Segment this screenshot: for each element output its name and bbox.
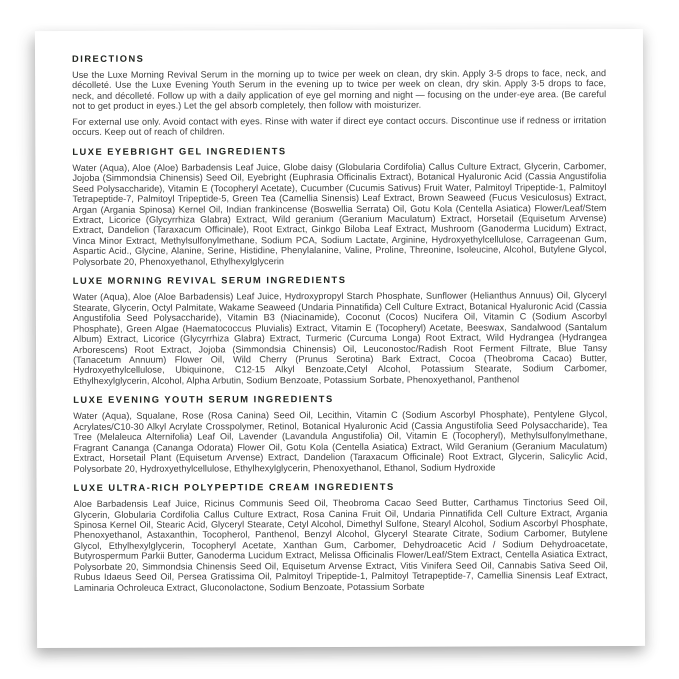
product-info-card [35, 29, 645, 648]
section-ultra-rich-polypeptide-cream-ingredients [74, 481, 608, 593]
directions-warning-text: For external use only. Avoid contact with eyes. Rinse with water if direct eye contact occurs. Discontinue use if redness or irritation occurs. Keep out of reach of children. [72, 114, 607, 138]
section-directions [72, 52, 606, 138]
section-evening-youth-serum-ingredients [73, 393, 607, 474]
section-eyebright-gel-ingredients [72, 145, 606, 267]
section-morning-revival-serum-ingredients [73, 274, 607, 386]
evening-youth-serum-ingredients-text: Water (Aqua), Squalane, Rose (Rosa Canina) Seed Oil, Lecithin, Vitamin C (Sodium Ascorbyl Phosphate), Pentylene Glycol, Acrylates/C10-30 Alkyl Acrylate Crosspolymer, Retinol, Botanical Hyaluronic Acid (Cassia Angustifolia Seed Polysaccharide), Tea Tree (Melaleuca Alternifolia) Leaf Oil, Lavender (Lavandula Angustifolia) Oil, Vitamin E (Tocopheryl), Methylsulfonylmethane, Fragrant Cananga (Cananga Odorata) Flower Oil, Gotu Kola (Centella Asiatica) Extract, Wild Geranium (Geranium Maculatum) Extract, Horsetail Plant (Equisetum Arvense) Extract, Dandelion (Taraxacum Officinale) Root Extract, Glycerin, Salicylic Acid, Polysorbate 20, Hydroxyethylcellulose, Ethylhexylglycerin, Phenoxyethanol, Ethanol, Sodium Hydroxide [73, 409, 608, 474]
ultra-rich-polypeptide-cream-ingredients-heading: LUXE ULTRA-RICH POLYPEPTIDE CREAM INGREDIENTS [73, 481, 395, 493]
morning-revival-serum-ingredients-heading: LUXE MORNING REVIVAL SERUM INGREDIENTS [72, 275, 347, 287]
directions-usage-text: Use the Luxe Morning Revival Serum in the morning up to twice per week on clean, dry skin. Apply 3-5 drops to face, neck, and décolleté. Use the Luxe Evening Youth Serum in the evening up to twice per week on clean, dry skin. Apply 3-5 drops to face, neck, and décolleté. Follow up with a daily application of eye gel morning and night — focusing on the under-eye area. (Be careful not to get product in eyes.) Let the gel absorb completely, then follow with moisturizer. [72, 68, 607, 112]
directions-heading: DIRECTIONS [72, 53, 145, 64]
morning-revival-serum-ingredients-text: Water (Aqua), Aloe (Aloe Barbadensis) Leaf Juice, Hydroxypropyl Starch Phosphate, Sunflower (Helianthus Annuus) Oil, Glyceryl Stearate, Glycerin, Octyl Palmitate, Wakame Seaweed (Undaria Pinnatifida) Cell Culture Extract, Botanical Hyaluronic Acid (Cassia Angustifolia Seed Polysaccharide), Vitamin B3 (Niacinamide), Coconut (Cocos) Nucifera Oil, Vitamin C (Sodium Ascorbyl Phosphate), Green Algae (Haematococcus Pluvialis) Extract, Vitamin E (Tocopheryl) Acetate, Beeswax, Sandalwood (Santalum Album) Extract, Licorice (Glycyrrhiza Glabra) Extract, Turmeric (Curcuma Longa) Root Extract, Wild Hydrangea (Hydrangea Arborescens) Root Extract, Jojoba (Simmondsia Chinensis) Oil, Leuconostoc/Radish Root Ferment Filtrate, Blue Tansy (Tanacetum Annuum) Flower Oil, Wild Cherry (Prunus Serotina) Bark Extract, Cocoa (Theobroma Cacao) Butter, Hydroxyethylcellulose, Ubiquinone, C12-15 Alkyl Benzoate,Cetyl Alcohol, Potassium Stearate, Sodium Carbomer, Ethylhexylglycerin, Alcohol, Alpha Arbutin, Sodium Benzoate, Potassium Sorbate, Phenoxyethanol, Panthenol [72, 290, 608, 386]
eyebright-gel-ingredients-text: Water (Aqua), Aloe (Aloe) Barbadensis Leaf Juice, Globe daisy (Globularia Cordifolia) Callus Culture Extract, Glycerin, Carbomer, Jojoba (Simmondsia Chinensis) Seed Oil, Eyebright (Euphrasia Officinalis Extract), Botanical Hyaluronic Acid (Cassia Angustifolia Seed Polysaccharide), Vitamin E (Tocopheryl Acetate), Cucumber (Cucumis Sativus) Fruit Water, Palmitoyl Tripeptide-1, Palmitoyl Tetrapeptide-7, Palmitoyl Tripeptide-5, Green Tea (Camellia Sinensis) Leaf Extract, Brown Seaweed (Fucus Vesiculosus) Extract, Argan (Argania Spinosa) Kernel Oil, Indian frankincense (Boswellia Serrata) Oil, Gotu Kola (Centella Asiatica) Flower/Leaf/Stem Extract, Licorice (Glycyrrhiza Glabra) Extract, Wild geranium (Geranium Maculatum) Extract, Horsetail (Equisetum Arvense) Extract, Dandelion (Taraxacum Officinale), Root Extract, Ginkgo Biloba Leaf Extract, Mushroom (Ganoderma Lucidum) Extract, Vinca Minor Extract, Methylsulfonylmethane, Sodium PCA, Sodium Lactate, Arginine, Hydroxyethylcellulose, Carrageenan Gum, Aspartic Acid., Glycine, Alanine, Serine, Histidine, Phenylalanine, Valine, Proline, Threonine, Isoleucine, Alcohol, Butylene Glycol, Polysorbate 20, Phenoxyethanol, Ethylhexylglycerin [72, 160, 607, 267]
evening-youth-serum-ingredients-heading: LUXE EVENING YOUTH SERUM INGREDIENTS [73, 394, 334, 406]
eyebright-gel-ingredients-heading: LUXE EYEBRIGHT GEL INGREDIENTS [72, 145, 287, 157]
ultra-rich-polypeptide-cream-ingredients-text: Aloe Barbadensis Leaf Juice, Ricinus Communis Seed Oil, Theobroma Cacao Seed Butter, Carthamus Tinctorius Seed Oil, Glycerin, Globularia Cordifolia Callus Culture Extract, Rosa Canina Fruit Oil, Undaria Pinnatifida Cell Culture Extract, Argania Spinosa Kernel Oil, Stearic Acid, Glyceryl Stearate, Cetyl Alcohol, Dimethyl Sulfone, Stearyl Alcohol, Sodium Ascorbyl Phosphate, Phenoxyethanol, Astaxanthin, Tocopherol, Panthenol, Benzyl Alcohol, Glyceryl Stearate Citrate, Sodium Carbomer, Butylene Glycol, Ethylhexylglycerin, Tocopheryl Acetate, Xanthan Gum, Carbomer, Dehydroacetic Acid / Sodium Dehydroacetate, Butyrospermum Parkii Butter, Ganoderma Lucidum Extract, Melissa Officinalis Flower/Leaf/Stem Extract, Centella Asiatica Extract, Polysorbate 20, Simmondsia Chinensis Seed Oil, Equisetum Arvense Extract, Vitis Vinifera Seed Oil, Cannabis Sativa Seed Oil, Rubus Idaeus Seed Oil, Persea Gratissima Oil, Palmitoyl Tripeptide-1, Palmitoyl Tetrapeptide-7, Camellia Sinensis Leaf Extract, Laminaria Ochroleuca Extract, Gluconolactone, Sodium Benzoate, Potassium Sorbate [73, 497, 608, 593]
